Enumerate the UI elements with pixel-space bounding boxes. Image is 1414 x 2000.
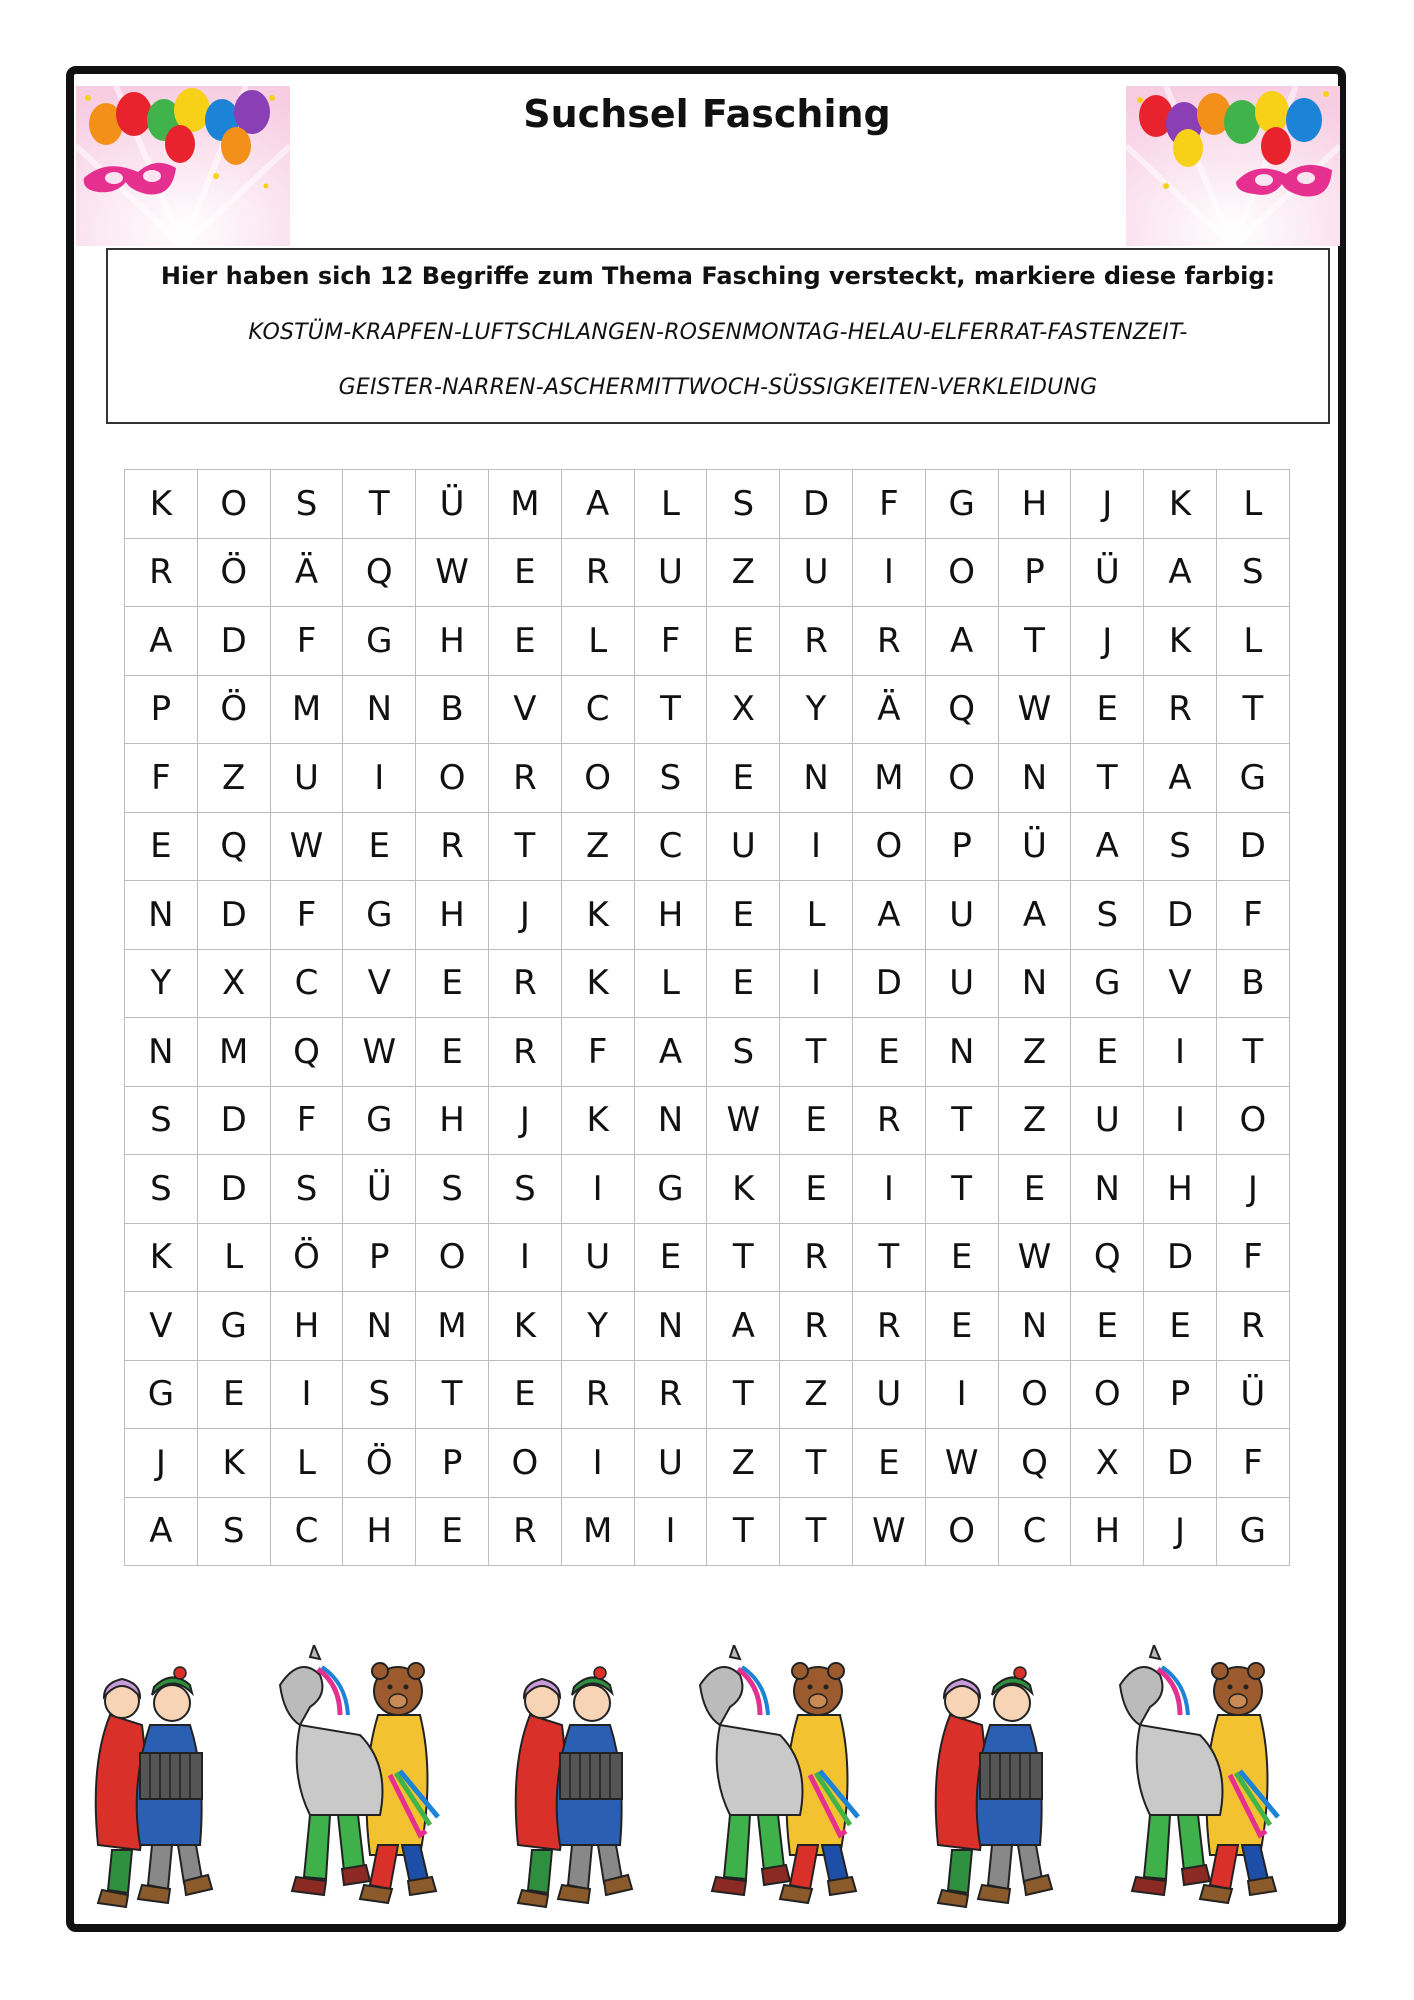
- grid-cell[interactable]: T: [707, 1223, 780, 1292]
- grid-cell[interactable]: F: [634, 607, 707, 676]
- grid-cell[interactable]: G: [343, 1086, 416, 1155]
- grid-cell[interactable]: G: [197, 1292, 270, 1361]
- grid-cell[interactable]: S: [125, 1155, 198, 1224]
- grid-cell[interactable]: Q: [998, 1429, 1071, 1498]
- grid-cell[interactable]: I: [270, 1360, 343, 1429]
- grid-cell[interactable]: F: [270, 607, 343, 676]
- grid-cell[interactable]: D: [780, 470, 853, 539]
- grid-cell[interactable]: F: [270, 1086, 343, 1155]
- grid-cell[interactable]: L: [1216, 607, 1289, 676]
- grid-cell[interactable]: N: [1071, 1155, 1144, 1224]
- grid-cell[interactable]: U: [852, 1360, 925, 1429]
- grid-cell[interactable]: U: [270, 744, 343, 813]
- grid-cell[interactable]: T: [707, 1497, 780, 1566]
- grid-cell[interactable]: U: [707, 812, 780, 881]
- grid-cell[interactable]: L: [1216, 470, 1289, 539]
- grid-cell[interactable]: T: [998, 607, 1071, 676]
- grid-cell[interactable]: O: [561, 744, 634, 813]
- grid-cell[interactable]: V: [1144, 949, 1217, 1018]
- grid-cell[interactable]: I: [1144, 1018, 1217, 1087]
- grid-cell[interactable]: H: [343, 1497, 416, 1566]
- grid-cell[interactable]: R: [488, 949, 561, 1018]
- grid-cell[interactable]: T: [780, 1429, 853, 1498]
- grid-cell[interactable]: E: [707, 881, 780, 950]
- grid-cell[interactable]: Ü: [343, 1155, 416, 1224]
- grid-cell[interactable]: J: [1071, 470, 1144, 539]
- grid-cell[interactable]: W: [998, 1223, 1071, 1292]
- grid-cell[interactable]: E: [125, 812, 198, 881]
- grid-cell[interactable]: J: [125, 1429, 198, 1498]
- grid-cell[interactable]: K: [125, 1223, 198, 1292]
- grid-cell[interactable]: R: [488, 1018, 561, 1087]
- grid-cell[interactable]: O: [488, 1429, 561, 1498]
- grid-cell[interactable]: Y: [561, 1292, 634, 1361]
- grid-cell[interactable]: W: [270, 812, 343, 881]
- grid-cell[interactable]: S: [707, 1018, 780, 1087]
- grid-cell[interactable]: W: [852, 1497, 925, 1566]
- grid-cell[interactable]: D: [197, 881, 270, 950]
- grid-cell[interactable]: F: [1216, 1223, 1289, 1292]
- grid-cell[interactable]: N: [780, 744, 853, 813]
- grid-cell[interactable]: E: [488, 1360, 561, 1429]
- grid-cell[interactable]: I: [852, 1155, 925, 1224]
- grid-cell[interactable]: Q: [1071, 1223, 1144, 1292]
- grid-cell[interactable]: A: [1144, 744, 1217, 813]
- grid-cell[interactable]: R: [488, 744, 561, 813]
- grid-cell[interactable]: X: [197, 949, 270, 1018]
- grid-cell[interactable]: N: [634, 1086, 707, 1155]
- grid-cell[interactable]: Z: [998, 1086, 1071, 1155]
- grid-cell[interactable]: E: [1071, 1292, 1144, 1361]
- grid-cell[interactable]: E: [707, 744, 780, 813]
- word-list-line-1: KOSTÜM-KRAPFEN-LUFTSCHLANGEN-ROSENMONTAG-HELAU-ELFERRAT-FASTENZEIT-: [248, 320, 1188, 345]
- page-title: Suchsel Fasching: [523, 92, 891, 136]
- grid-cell[interactable]: M: [416, 1292, 489, 1361]
- grid-cell[interactable]: Ö: [197, 538, 270, 607]
- grid-row: [125, 1497, 1290, 1566]
- grid-cell[interactable]: E: [998, 1155, 1071, 1224]
- grid-cell[interactable]: R: [1216, 1292, 1289, 1361]
- grid-cell[interactable]: U: [925, 949, 998, 1018]
- grid-cell[interactable]: O: [416, 1223, 489, 1292]
- grid-cell[interactable]: D: [197, 607, 270, 676]
- grid-cell[interactable]: R: [780, 1223, 853, 1292]
- grid-cell[interactable]: A: [1071, 812, 1144, 881]
- grid-cell[interactable]: Q: [197, 812, 270, 881]
- grid-cell[interactable]: O: [197, 470, 270, 539]
- grid-cell[interactable]: I: [780, 949, 853, 1018]
- grid-cell[interactable]: S: [197, 1497, 270, 1566]
- grid-row: [125, 607, 1290, 676]
- grid-cell[interactable]: A: [125, 1497, 198, 1566]
- grid-cell[interactable]: M: [852, 744, 925, 813]
- grid-cell[interactable]: E: [416, 949, 489, 1018]
- grid-cell[interactable]: G: [925, 470, 998, 539]
- grid-cell[interactable]: J: [1144, 1497, 1217, 1566]
- grid-cell[interactable]: X: [1071, 1429, 1144, 1498]
- grid-cell[interactable]: I: [561, 1429, 634, 1498]
- grid-cell[interactable]: Z: [998, 1018, 1071, 1087]
- grid-cell[interactable]: E: [1071, 1018, 1144, 1087]
- grid-cell[interactable]: I: [780, 812, 853, 881]
- grid-cell[interactable]: W: [998, 675, 1071, 744]
- grid-cell[interactable]: Z: [707, 1429, 780, 1498]
- grid-cell[interactable]: E: [197, 1360, 270, 1429]
- grid-cell[interactable]: T: [780, 1497, 853, 1566]
- grid-cell[interactable]: E: [488, 607, 561, 676]
- grid-cell[interactable]: O: [1216, 1086, 1289, 1155]
- grid-cell[interactable]: H: [270, 1292, 343, 1361]
- grid-cell[interactable]: O: [925, 744, 998, 813]
- grid-cell[interactable]: Ö: [197, 675, 270, 744]
- grid-cell[interactable]: B: [416, 675, 489, 744]
- grid-row: [125, 675, 1290, 744]
- grid-cell[interactable]: P: [125, 675, 198, 744]
- grid-cell[interactable]: D: [1144, 1223, 1217, 1292]
- grid-cell[interactable]: E: [416, 1018, 489, 1087]
- grid-cell[interactable]: U: [780, 538, 853, 607]
- grid-cell[interactable]: S: [343, 1360, 416, 1429]
- grid-cell[interactable]: J: [488, 1086, 561, 1155]
- grid-cell[interactable]: E: [925, 1292, 998, 1361]
- grid-cell[interactable]: C: [998, 1497, 1071, 1566]
- grid-row: [125, 1360, 1290, 1429]
- grid-cell[interactable]: K: [561, 1086, 634, 1155]
- grid-cell[interactable]: G: [1071, 949, 1144, 1018]
- grid-cell[interactable]: E: [780, 1155, 853, 1224]
- grid-cell[interactable]: H: [416, 1086, 489, 1155]
- grid-cell[interactable]: W: [925, 1429, 998, 1498]
- grid-cell[interactable]: N: [343, 1292, 416, 1361]
- grid-cell[interactable]: B: [1216, 949, 1289, 1018]
- carnival-figures-icon: [80, 1645, 1340, 1925]
- grid-cell[interactable]: U: [634, 1429, 707, 1498]
- grid-cell[interactable]: E: [343, 812, 416, 881]
- grid-cell[interactable]: K: [707, 1155, 780, 1224]
- grid-cell[interactable]: E: [707, 607, 780, 676]
- grid-cell[interactable]: P: [416, 1429, 489, 1498]
- grid-cell[interactable]: V: [488, 675, 561, 744]
- grid-cell[interactable]: Q: [925, 675, 998, 744]
- grid-cell[interactable]: F: [1216, 881, 1289, 950]
- grid-cell[interactable]: T: [1071, 744, 1144, 813]
- grid-cell[interactable]: M: [488, 470, 561, 539]
- grid-cell[interactable]: I: [488, 1223, 561, 1292]
- grid-cell[interactable]: O: [852, 812, 925, 881]
- grid-cell[interactable]: O: [925, 538, 998, 607]
- grid-cell[interactable]: Ä: [852, 675, 925, 744]
- grid-cell[interactable]: A: [925, 607, 998, 676]
- grid-cell[interactable]: V: [125, 1292, 198, 1361]
- grid-cell[interactable]: C: [561, 675, 634, 744]
- grid-cell[interactable]: L: [634, 470, 707, 539]
- grid-row: [125, 744, 1290, 813]
- grid-cell[interactable]: H: [634, 881, 707, 950]
- grid-cell[interactable]: Z: [561, 812, 634, 881]
- grid-cell[interactable]: S: [488, 1155, 561, 1224]
- grid-cell[interactable]: T: [707, 1360, 780, 1429]
- grid-cell[interactable]: N: [634, 1292, 707, 1361]
- carnival-figures-row: [80, 1645, 1340, 1925]
- grid-cell[interactable]: R: [780, 1292, 853, 1361]
- grid-cell[interactable]: T: [1216, 675, 1289, 744]
- grid-cell[interactable]: K: [1144, 470, 1217, 539]
- grid-cell[interactable]: G: [343, 881, 416, 950]
- grid-cell[interactable]: N: [925, 1018, 998, 1087]
- grid-cell[interactable]: L: [197, 1223, 270, 1292]
- grid-cell[interactable]: E: [925, 1223, 998, 1292]
- grid-cell[interactable]: Ö: [343, 1429, 416, 1498]
- grid-cell[interactable]: M: [197, 1018, 270, 1087]
- grid-cell[interactable]: E: [707, 949, 780, 1018]
- grid-row: [125, 1429, 1290, 1498]
- grid-cell[interactable]: S: [1144, 812, 1217, 881]
- grid-row: [125, 538, 1290, 607]
- grid-cell[interactable]: Ä: [270, 538, 343, 607]
- grid-cell[interactable]: U: [634, 538, 707, 607]
- grid-cell[interactable]: J: [1071, 607, 1144, 676]
- grid-cell[interactable]: K: [488, 1292, 561, 1361]
- grid-cell[interactable]: H: [1144, 1155, 1217, 1224]
- grid-cell[interactable]: T: [634, 675, 707, 744]
- grid-row: [125, 470, 1290, 539]
- grid-cell[interactable]: V: [343, 949, 416, 1018]
- grid-cell[interactable]: S: [634, 744, 707, 813]
- grid-cell[interactable]: R: [852, 1086, 925, 1155]
- grid-cell[interactable]: A: [634, 1018, 707, 1087]
- grid-cell[interactable]: N: [125, 881, 198, 950]
- grid-cell[interactable]: A: [125, 607, 198, 676]
- grid-cell[interactable]: G: [1216, 1497, 1289, 1566]
- grid-cell[interactable]: R: [416, 812, 489, 881]
- grid-cell[interactable]: I: [634, 1497, 707, 1566]
- grid-cell[interactable]: R: [634, 1360, 707, 1429]
- grid-cell[interactable]: M: [270, 675, 343, 744]
- grid-cell[interactable]: P: [1144, 1360, 1217, 1429]
- grid-cell[interactable]: W: [343, 1018, 416, 1087]
- grid-cell[interactable]: D: [852, 949, 925, 1018]
- grid-cell[interactable]: D: [197, 1086, 270, 1155]
- grid-cell[interactable]: K: [561, 949, 634, 1018]
- grid-cell[interactable]: R: [1144, 675, 1217, 744]
- grid-cell[interactable]: N: [125, 1018, 198, 1087]
- grid-cell[interactable]: H: [1071, 1497, 1144, 1566]
- grid-cell[interactable]: W: [416, 538, 489, 607]
- grid-cell[interactable]: F: [270, 881, 343, 950]
- grid-cell[interactable]: E: [852, 1429, 925, 1498]
- grid-cell[interactable]: S: [270, 470, 343, 539]
- grid-cell[interactable]: R: [852, 1292, 925, 1361]
- grid-cell[interactable]: D: [1144, 1429, 1217, 1498]
- grid-cell[interactable]: O: [1071, 1360, 1144, 1429]
- grid-cell[interactable]: U: [561, 1223, 634, 1292]
- grid-cell[interactable]: R: [561, 538, 634, 607]
- grid-cell[interactable]: F: [852, 470, 925, 539]
- grid-cell[interactable]: I: [925, 1360, 998, 1429]
- grid-cell[interactable]: J: [1216, 1155, 1289, 1224]
- grid-cell[interactable]: G: [125, 1360, 198, 1429]
- grid-cell[interactable]: E: [416, 1497, 489, 1566]
- grid-cell[interactable]: D: [1216, 812, 1289, 881]
- grid-cell[interactable]: A: [852, 881, 925, 950]
- grid-cell[interactable]: P: [998, 538, 1071, 607]
- grid-row: [125, 881, 1290, 950]
- grid-cell[interactable]: O: [925, 1497, 998, 1566]
- word-search-grid: [124, 469, 1290, 1566]
- word-list-line-2: GEISTER-NARREN-ASCHERMITTWOCH-SÜSSIGKEITEN-VERKLEIDUNG: [338, 375, 1098, 400]
- grid-cell[interactable]: K: [561, 881, 634, 950]
- grid-cell[interactable]: Z: [780, 1360, 853, 1429]
- grid-cell[interactable]: P: [343, 1223, 416, 1292]
- grid-cell[interactable]: S: [416, 1155, 489, 1224]
- grid-cell[interactable]: Ü: [1216, 1360, 1289, 1429]
- grid-cell[interactable]: G: [343, 607, 416, 676]
- grid-cell[interactable]: J: [488, 881, 561, 950]
- grid-row: [125, 949, 1290, 1018]
- grid-cell[interactable]: U: [1071, 1086, 1144, 1155]
- grid-cell[interactable]: Z: [707, 538, 780, 607]
- instructions-box: [106, 248, 1330, 424]
- grid-cell[interactable]: I: [343, 744, 416, 813]
- grid-cell[interactable]: A: [1144, 538, 1217, 607]
- grid-cell[interactable]: K: [125, 470, 198, 539]
- grid-cell[interactable]: G: [1216, 744, 1289, 813]
- grid-cell[interactable]: F: [1216, 1429, 1289, 1498]
- grid-cell[interactable]: N: [998, 949, 1071, 1018]
- grid-cell[interactable]: Ü: [998, 812, 1071, 881]
- grid-cell[interactable]: I: [1144, 1086, 1217, 1155]
- grid-cell[interactable]: P: [925, 812, 998, 881]
- grid-cell[interactable]: M: [561, 1497, 634, 1566]
- grid-row: [125, 1223, 1290, 1292]
- grid-cell[interactable]: T: [416, 1360, 489, 1429]
- grid-cell[interactable]: L: [634, 949, 707, 1018]
- grid-cell[interactable]: W: [707, 1086, 780, 1155]
- grid-cell[interactable]: T: [852, 1223, 925, 1292]
- grid-cell[interactable]: E: [1071, 675, 1144, 744]
- grid-cell[interactable]: Q: [343, 538, 416, 607]
- grid-cell[interactable]: S: [707, 470, 780, 539]
- grid-cell[interactable]: H: [416, 881, 489, 950]
- grid-cell[interactable]: S: [125, 1086, 198, 1155]
- grid-cell[interactable]: R: [852, 607, 925, 676]
- grid-cell[interactable]: D: [197, 1155, 270, 1224]
- grid-cell[interactable]: S: [270, 1155, 343, 1224]
- grid-cell[interactable]: R: [561, 1360, 634, 1429]
- grid-cell[interactable]: F: [125, 744, 198, 813]
- instructions-heading: Hier haben sich 12 Begriffe zum Thema Fasching versteckt, markiere diese farbig:: [160, 262, 1276, 290]
- grid-cell[interactable]: R: [125, 538, 198, 607]
- grid-row: [125, 812, 1290, 881]
- grid-cell[interactable]: I: [561, 1155, 634, 1224]
- grid-cell[interactable]: U: [925, 881, 998, 950]
- grid-cell[interactable]: A: [707, 1292, 780, 1361]
- grid-cell[interactable]: T: [780, 1018, 853, 1087]
- grid-cell[interactable]: T: [343, 470, 416, 539]
- grid-cell[interactable]: T: [488, 812, 561, 881]
- grid-cell[interactable]: O: [416, 744, 489, 813]
- grid-cell[interactable]: Ü: [1071, 538, 1144, 607]
- grid-cell[interactable]: A: [998, 881, 1071, 950]
- grid-cell[interactable]: H: [998, 470, 1071, 539]
- grid-cell[interactable]: O: [998, 1360, 1071, 1429]
- grid-cell[interactable]: L: [780, 881, 853, 950]
- grid-cell[interactable]: Q: [270, 1018, 343, 1087]
- grid-cell[interactable]: R: [488, 1497, 561, 1566]
- grid-row: [125, 1155, 1290, 1224]
- grid-cell[interactable]: E: [634, 1223, 707, 1292]
- grid-cell[interactable]: E: [852, 1018, 925, 1087]
- grid-row: [125, 1086, 1290, 1155]
- grid-cell[interactable]: S: [1071, 881, 1144, 950]
- grid-cell[interactable]: X: [707, 675, 780, 744]
- grid-cell[interactable]: R: [780, 607, 853, 676]
- grid-cell[interactable]: C: [634, 812, 707, 881]
- grid-cell[interactable]: S: [1216, 538, 1289, 607]
- grid-cell[interactable]: Ö: [270, 1223, 343, 1292]
- grid-cell[interactable]: E: [488, 538, 561, 607]
- grid-cell[interactable]: L: [270, 1429, 343, 1498]
- grid-cell[interactable]: T: [1216, 1018, 1289, 1087]
- grid-cell[interactable]: T: [925, 1155, 998, 1224]
- grid-cell[interactable]: A: [561, 470, 634, 539]
- grid-cell[interactable]: N: [998, 744, 1071, 813]
- grid-cell[interactable]: N: [998, 1292, 1071, 1361]
- grid-cell[interactable]: C: [270, 1497, 343, 1566]
- grid-cell[interactable]: T: [925, 1086, 998, 1155]
- grid-cell[interactable]: G: [634, 1155, 707, 1224]
- grid-cell[interactable]: F: [561, 1018, 634, 1087]
- grid-cell[interactable]: D: [1144, 881, 1217, 950]
- grid-cell[interactable]: Y: [780, 675, 853, 744]
- grid-cell[interactable]: H: [416, 607, 489, 676]
- grid-cell[interactable]: N: [343, 675, 416, 744]
- grid-cell[interactable]: Z: [197, 744, 270, 813]
- grid-row: [125, 1292, 1290, 1361]
- grid-cell[interactable]: K: [197, 1429, 270, 1498]
- grid-row: [125, 1018, 1290, 1087]
- grid-cell[interactable]: Y: [125, 949, 198, 1018]
- grid-cell[interactable]: K: [1144, 607, 1217, 676]
- grid-cell[interactable]: E: [780, 1086, 853, 1155]
- grid-cell[interactable]: I: [852, 538, 925, 607]
- grid-cell[interactable]: Ü: [416, 470, 489, 539]
- grid-cell[interactable]: E: [1144, 1292, 1217, 1361]
- grid-cell[interactable]: L: [561, 607, 634, 676]
- grid-cell[interactable]: C: [270, 949, 343, 1018]
